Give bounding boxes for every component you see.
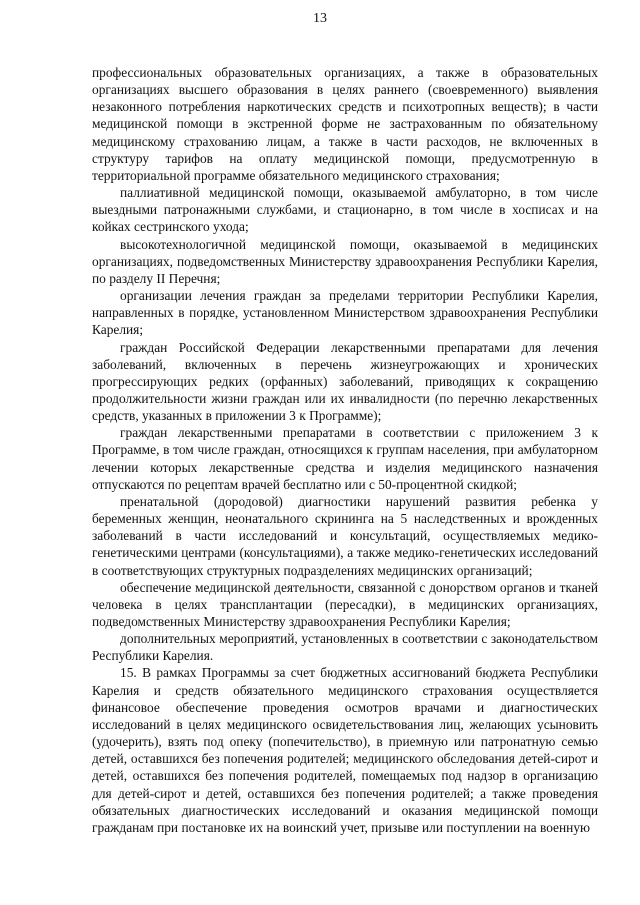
paragraph-high-tech-care: высокотехнологичной медицинской помощи, оказываемой в медицинских организациях, подведомственных Министерству здравоохранения Республики Карелия, по разделу II Перечня; bbox=[92, 236, 598, 286]
paragraph-continued: профессиональных образовательных организациях, а также в образовательных организациях высшего образования в целях раннего (своевременного) выявления незаконного потребления наркотических средств и психотропных веществ); в части медицинской помощи в экстренной форме не застрахованным по обязательному медицинскому страхованию лицам, а также в части расходов, не включенных в структуру тарифов на оплату медицинской помощи, предусмотренную в территориальной программе обязательного медицинского страхования; bbox=[92, 65, 598, 183]
page-number: 13 bbox=[313, 11, 327, 26]
paragraph-prenatal-diagnostics: пренатальной (дородовой) диагностики нарушений развития ребенка у беременных женщин, неонатального скрининга на 5 наследственных и врожденных заболеваний в части исследований и консультаций, осуществляемых медико-генетическими центрами (консультациями), а также медико-генетических исследований в соответствующих структурных подразделениях медицинских организаций; bbox=[92, 493, 598, 578]
paragraph-treatment-outside-region: организации лечения граждан за пределами территории Республики Карелия, направленных в порядке, установленном Министерством здравоохранения Республики Карелия; bbox=[92, 288, 598, 338]
document-body bbox=[92, 64, 598, 836]
paragraph-orphan-diseases: граждан Российской Федерации лекарственными препаратами для лечения заболеваний, включенных в перечень жизнеугрожающих и хронических прогрессирующих редких (орфанных) заболеваний, приводящих к сокращению продолжительности жизни граждан или их инвалидности (по перечню лекарственных средств, указанных в приложении 3 к Программе); bbox=[92, 339, 598, 424]
paragraph-organ-donation: обеспечение медицинской деятельности, связанной с донорством органов и тканей человека в целях трансплантации (пересадки), в медицинских организациях, подведомственных Министерству здравоохранения Республики Карелия; bbox=[92, 579, 598, 629]
paragraph-additional-measures: дополнительных мероприятий, установленных в соответствии с законодательством Республики Карелия. bbox=[92, 631, 598, 664]
paragraph-medications: граждан лекарственными препаратами в соответствии с приложением 3 к Программе, в том числе граждан, относящихся к группам населения, при амбулаторном лечении которых лекарственные средства и изделия медицинского назначения отпускаются по рецептам врачей бесплатно или с 50-процентной скидкой; bbox=[92, 425, 598, 492]
paragraph-section-15: 15. В рамках Программы за счет бюджетных ассигнований бюджета Республики Карелия и средств обязательного медицинского страхования осуществляется финансовое обеспечение проведения осмотров врачами и диагностических исследований в целях медицинского освидетельствования лиц, желающих усыновить (удочерить), взять под опеку (попечительство), в приемную или патронатную семью детей, оставшихся без попечения родителей; медицинского обследования детей-сирот и детей, оставшихся без попечения родителей, помещаемых под надзор в организацию для детей-сирот и детей, оставшихся без попечения родителей; а также проведения обязательных диагностических исследований и оказания медицинской помощи гражданам при постановке их на воинский учет, призыве или поступлении на военную bbox=[92, 665, 598, 835]
paragraph-palliative-care: паллиативной медицинской помощи, оказываемой амбулаторно, в том числе выездными патронажными службами, и стационарно, в том числе в хосписах и на койках сестринского ухода; bbox=[92, 185, 598, 235]
